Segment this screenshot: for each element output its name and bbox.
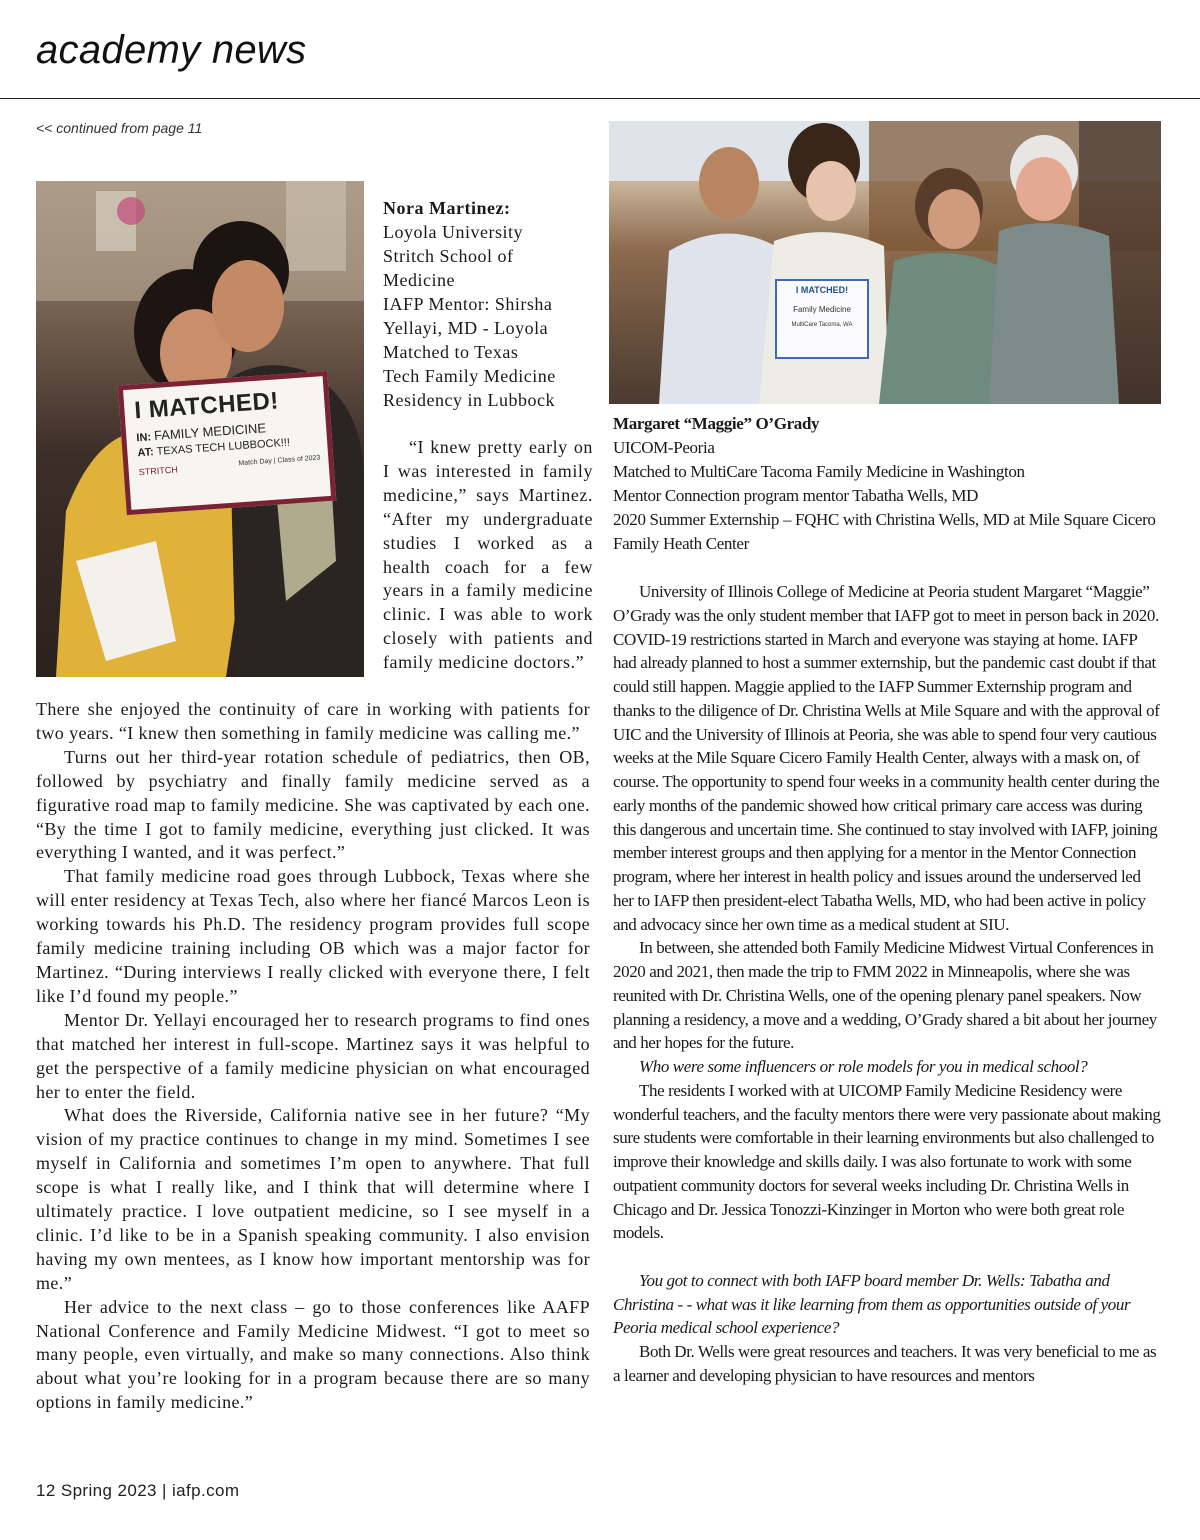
caption-line: UICOM-Peoria [613,438,715,457]
caption-line: Stritch School of [383,246,514,266]
sign-at-label: AT: [137,446,155,460]
caption-line: Mentor Connection program mentor Tabatha Wells, MD [613,486,979,505]
page-footer: 12 Spring 2023 | iafp.com [36,1481,240,1500]
body-paragraph: That family medicine road goes through Lubbock, Texas where she will enter residency at Texas Tech, also where her fiancé Marcos Leon is working towards his Ph.D. The residency program provides full scope family medicine training including OB which was a major factor for Martinez. “During interviews I really clicked with everyone there, I felt like I’d found my people.” [36,866,590,1006]
match-sign [118,371,337,515]
caption-line: Yellayi, MD - Loyola [383,318,549,338]
nora-martinez-photo [36,181,364,677]
body-paragraph: Mentor Dr. Yellayi encouraged her to research programs to find ones that matched her interest in full-scope. Martinez says it was helpful to get the perspective of a family medicine physician on what encouraged her to enter the field. [36,1009,590,1102]
body-paragraph: University of Illinois College of Medicine at Peoria student Margaret “Maggie” O’Grady was the only student member that IAFP got to meet in person back in 2020. COVID-19 restrictions started in March and everyone was staying at home. IAFP had already planned to host a summer externship, but the pandemic cast doubt if that could still happen. Maggie applied to the IAFP Summer Externship program and thanks to the diligence of Dr. Christina Wells at Mile Square and with the approval of UIC and the University of Illinois at Peoria, she was able to spend four very cautious weeks at the Mile Square Cicero Family Health Center, always with a mask on, of course. The opportunity to spend four weeks in a community health center during the early months of the pandemic showed how critical primary care access was during this dangerous and uncertain time. She continued to stay involved with IAFP, joining member interest groups and then applying for a mentor in the Mentor Connection program, where her interest in health policy and issues around the underserved led her to IAFP then president-elect Tabatha Wells, MD, who had been active in policy and advocacy since her own time as a medical student at SIU. [613,582,1160,934]
body-paragraph: There she enjoyed the continuity of care in working with patients for two years. “I knew then something in family medicine was calling me.” [36,699,590,743]
sign-school: STRITCH [138,464,179,478]
caption-line: Loyola University [383,222,523,242]
caption-line: 2020 Summer Externship – FQHC with Christina Wells, MD at Mile Square Cicero Family Heath Center [613,510,1156,553]
sign-line: Family Medicine [793,305,851,314]
caption-line: Residency in Lubbock [383,390,555,410]
caption-line: Matched to MultiCare Tacoma Family Medicine in Washington [613,462,1025,481]
interview-question: Who were some influencers or role models for you in medical school? [639,1057,1088,1076]
body-paragraph: Turns out her third-year rotation schedule of pediatrics, then OB, followed by psychiatry and finally family medicine served as a figurative road map to family medicine. She was captivated by each one. “By the time I got to family medicine, everything just clicked. It was everything I wanted, and it was perfect.” [36,746,590,863]
sign-in-value: FAMILY MEDICINE [153,420,267,444]
ogrady-caption [613,412,1165,556]
sign-line: MultiCare Tacoma, WA [791,322,853,328]
body-paragraph: What does the Riverside, California native see in her future? “My vision of my practice continues to change in my mind. Sometimes I see myself in California and sometimes I’m open to anywhere. That full scope is what I really like, and I think that will determine where I ultimately practice. I love outpatient medicine, so I see myself in a clinic. I’d like to be in a Spanish speaking community. I also envision having my own mentees, as I know how important mentorship was for me.” [36,1105,590,1293]
ogrady-group-photo-art [609,121,1161,404]
interview-answer: Both Dr. Wells were great resources and teachers. It was very beneficial to me as a learner and developing physician to have resources and mentors [613,1342,1157,1385]
sign-at-value: TEXAS TECH LUBBOCK!!! [156,436,291,458]
nora-martinez-caption [383,196,593,412]
caption-name: Margaret “Maggie” O’Grady [613,414,820,433]
interview-answer: The residents I worked with at UICOMP Family Medicine Residency were wonderful teachers, and the faculty mentors there were very passionate about making sure students were comfortable in their learning environments but also challenged to improve their knowledge and skills daily. I was also fortunate to work with some outpatient community doctors for several weeks including Dr. Christina Wells in Chicago and Dr. Jessica Tonozzi-Kinzinger in Morton who were both great role models. [613,1080,1161,1243]
continued-note: << continued from page 11 [36,120,203,136]
header-divider [0,98,1200,99]
match-sign [775,279,869,359]
martinez-intro-paragraph [383,436,593,675]
sign-in-label: IN: [136,431,152,445]
caption-line: IAFP Mentor: Shirsha [383,294,553,314]
sign-footer: Match Day | Class of 2023 [238,454,321,468]
sign-title: I MATCHED! [795,285,849,295]
caption-line: Tech Family Medicine [383,366,556,386]
body-paragraph: “I knew pretty early on I was interested in family medicine,” says Martinez. “After my undergraduate studies I worked as a health coach for a few years in a family medicine clinic. I was able to work closely with patients and family medicine doctors.” [383,437,593,673]
interview-question: You got to connect with both IAFP board member Dr. Wells: Tabatha and Christina - - what was it like learning from them as opportunities outside of your Peoria medical school experience? [613,1270,1131,1338]
body-paragraph: Her advice to the next class – go to those conferences like AAFP National Conference and Family Medicine Midwest. “I got to meet so many people, even virtually, and make so many connections. Also think about what you’re looking for in a program because there are so many options in family medicine.” [36,1296,590,1413]
caption-name: Nora Martinez: [383,198,511,218]
caption-line: Matched to Texas [383,342,519,362]
body-paragraph: In between, she attended both Family Medicine Midwest Virtual Conferences in 2020 and 2021, then made the trip to FMM 2022 in Minneapolis, where she was reunited with Dr. Christina Wells, one of the opening plenary panel speakers. Now planning a residency, a move and a wedding, O’Grady shared a bit about her journey and her hopes for the future. [613,938,1157,1053]
ogrady-group-photo [609,121,1161,404]
martinez-article-body [36,698,590,1415]
section-title: academy news [36,28,307,72]
sign-title: I MATCHED! [133,387,280,425]
caption-line: Medicine [383,270,455,290]
ogrady-article-body [613,580,1163,1388]
